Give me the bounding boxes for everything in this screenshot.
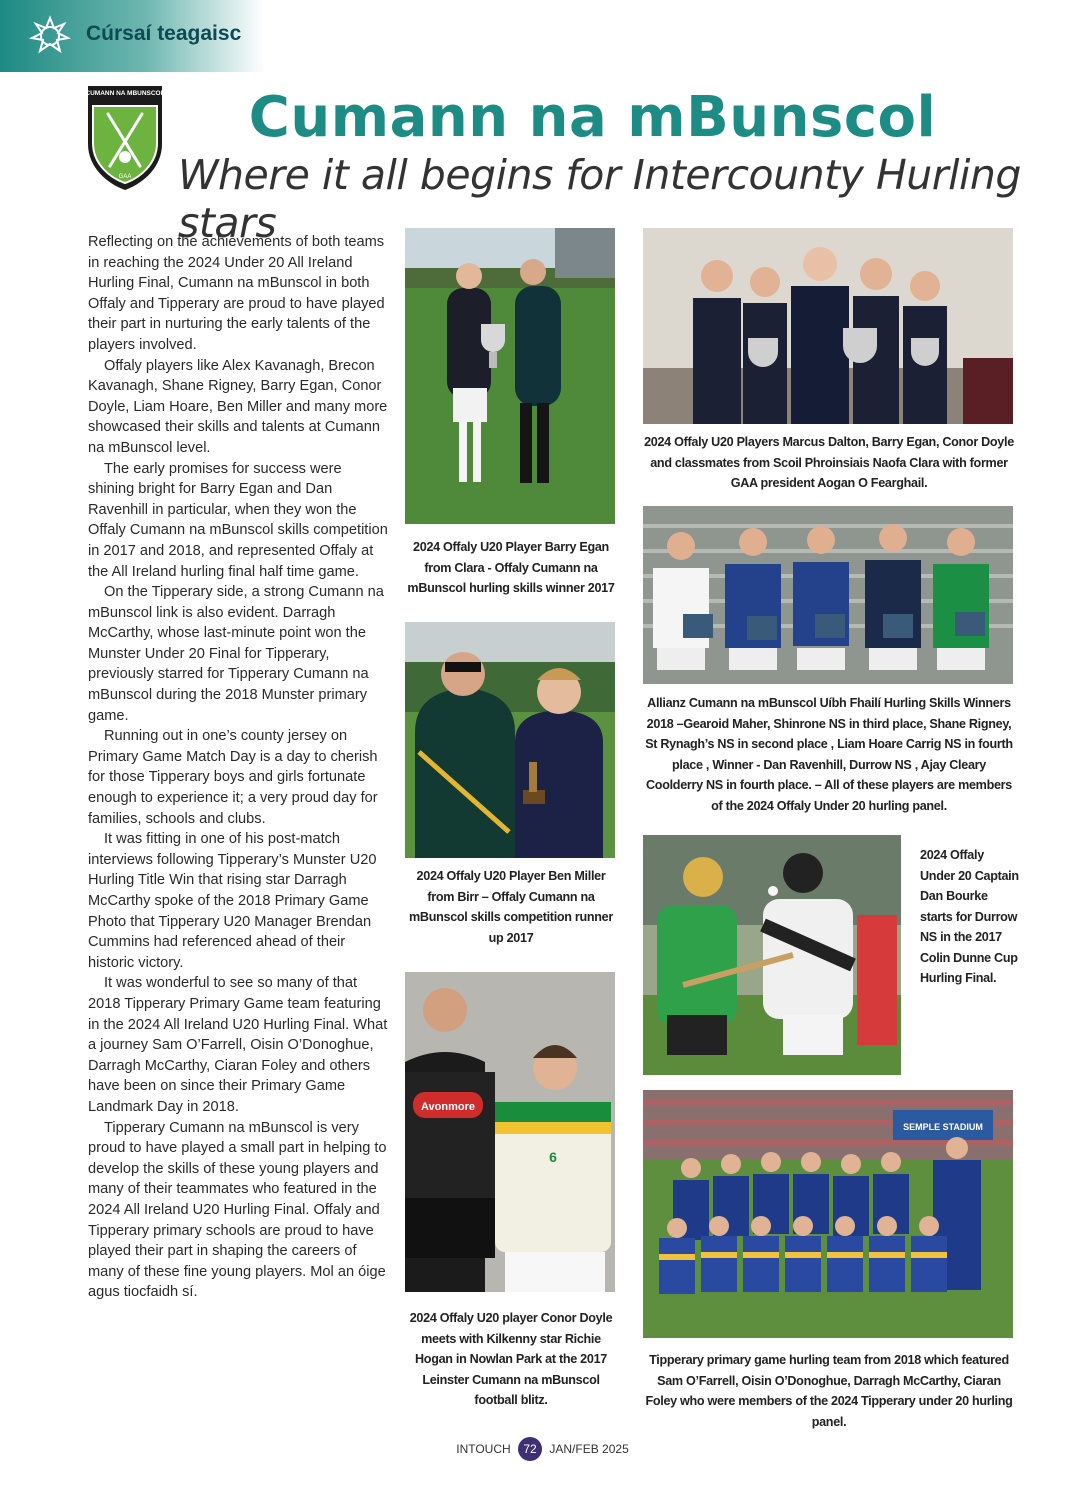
- article-paragraph: Offaly players like Alex Kavanagh, Brecon Kavanagh, Shane Rigney, Barry Egan, Conor Doyle, Liam Hoare, Ben Miller and many more showcased their skills and talents at Cumann na mBunscol level.: [88, 357, 388, 456]
- article-paragraph: It was fitting in one of his post-match interviews following Tipperary’s Munster U20 Hurling Title Win that rising star Darragh McCarthy spoke of the 2018 Primary Game Photo that Tipperary U20 Manager Brendan Cummins had referenced ahead of their historic victory.: [88, 831, 377, 971]
- section-label: Cúrsaí teagaisc: [86, 22, 242, 45]
- photo-dan-bourke: [643, 835, 901, 1075]
- stadium-sign-text: SEMPLE STADIUM: [903, 1122, 983, 1132]
- article-paragraph: Reflecting on the achievements of both teams in reaching the 2024 Under 20 All Ireland Hurling Final, Cumann na mBunscol in both Offaly and Tipperary are proud to have played their part in nurturing the early talents of the players involved.: [88, 234, 385, 353]
- page-title: Cumann na mBunscol: [248, 85, 937, 150]
- caption-tipperary-team: Tipperary primary game hurling team from 2018 which featured Sam O’Farrell, Oisin O’Donoghue, Darragh McCarthy, Ciaran Foley who were members of the 2024 Tipperary under 20 hurling panel.: [645, 1353, 1013, 1429]
- caption-ben-miller: 2024 Offaly U20 Player Ben Miller from Birr – Offaly Cumann na mBunscol skills competition runner up 2017: [409, 869, 613, 945]
- photo-ben-miller: [405, 622, 615, 858]
- page-subtitle: Where it all begins for Intercounty Hurling stars: [178, 151, 1021, 247]
- article-paragraph: On the Tipperary side, a strong Cumann na mBunscol link is also evident. Darragh McCarthy, whose last-minute point won the Munster Under 20 Final for Tipperary, previously starred for Tipperary Cumann na mBunscol during the 2018 Munster primary game.: [88, 584, 384, 724]
- footer-issue: JAN/FEB 2025: [549, 1442, 629, 1456]
- article-paragraph: Running out in one’s county jersey on Primary Game Match Day is a day to cherish for those Tipperary boys and girls fortunate enough to experience it; a very proud day for families, schools and clubs.: [88, 728, 378, 827]
- photo-tipperary-team: [643, 1090, 1013, 1338]
- caption-aogan-group: 2024 Offaly U20 Players Marcus Dalton, Barry Egan, Conor Doyle and classmates from Scoil Phroinsiais Naofa Clara with former GAA president Aogan O Fearghail.: [644, 435, 1014, 490]
- footer-magazine: INTOUCH: [456, 1442, 511, 1456]
- photo-barry-egan: [405, 228, 615, 524]
- crest-text-top: CUMANN NA MBUNSCOL: [85, 90, 165, 97]
- page-number-badge: 72: [518, 1437, 542, 1461]
- photo-skills-winners: [643, 506, 1013, 684]
- article-paragraph: The early promises for success were shining bright for Barry Egan and Dan Ravenhill in particular, when they won the Offaly Cumann na mBunscol skills competition in 2017 and 2018, and represented Offaly at the All Ireland hurling final half time game.: [88, 460, 388, 580]
- article-paragraph: It was wonderful to see so many of that 2018 Tipperary Primary Game team featuring in the 2024 All Ireland U20 Hurling Final. What a journey Sam O’Farrell, Oisin O’Donoghue, Darragh McCarthy, Ciaran Foley and others have been on since their Primary Game Landmark Day in 2018.: [88, 975, 388, 1115]
- caption-conor-doyle: 2024 Offaly U20 player Conor Doyle meets with Kilkenny star Richie Hogan in Nowlan Park at the 2017 Leinster Cumann na mBunscol football blitz.: [409, 1311, 613, 1407]
- page-footer: [0, 1437, 1085, 1461]
- jersey-number: 6: [549, 1149, 557, 1165]
- caption-skills-winners: Allianz Cumann na mBunscol Uíbh Fhailí Hurling Skills Winners 2018 –Gearoid Maher, Shinrone NS in third place, Shane Rigney, St Rynagh’s NS in second place , Liam Hoare Carrig NS in fourth place , Winner - Dan Ravenhill, Durrow NS , Ajay Cleary Coolderry NS in fourth place. – All of these players are members of the 2024 Offaly Under 20 hurling panel.: [645, 696, 1013, 813]
- crest-text-bottom: GAA: [118, 174, 132, 180]
- photo-aogan-group: [643, 228, 1013, 424]
- photo-conor-doyle: [405, 972, 615, 1292]
- caption-dan-bourke: 2024 Offaly Under 20 Captain Dan Bourke starts for Durrow NS in the 2017 Colin Dunne Cup Hurling Final.: [920, 848, 1019, 985]
- caption-barry-egan: 2024 Offaly U20 Player Barry Egan from Clara - Offaly Cumann na mBunscol hurling skills winner 2017: [407, 540, 615, 595]
- article-paragraph: Tipperary Cumann na mBunscol is very proud to have played a small part in helping to develop the skills of these young players and many of their teammates who featured in the 2024 All Ireland U20 Hurling Final. Offaly and Tipperary primary schools are proud to have played their part in shaping the careers of many of these fine young players. Mol an óige agus tiocfaidh sí.: [88, 1119, 387, 1301]
- article-body: [88, 232, 388, 1303]
- sponsor-text: Avonmore: [421, 1101, 475, 1113]
- intouch-logo-icon: [28, 14, 72, 58]
